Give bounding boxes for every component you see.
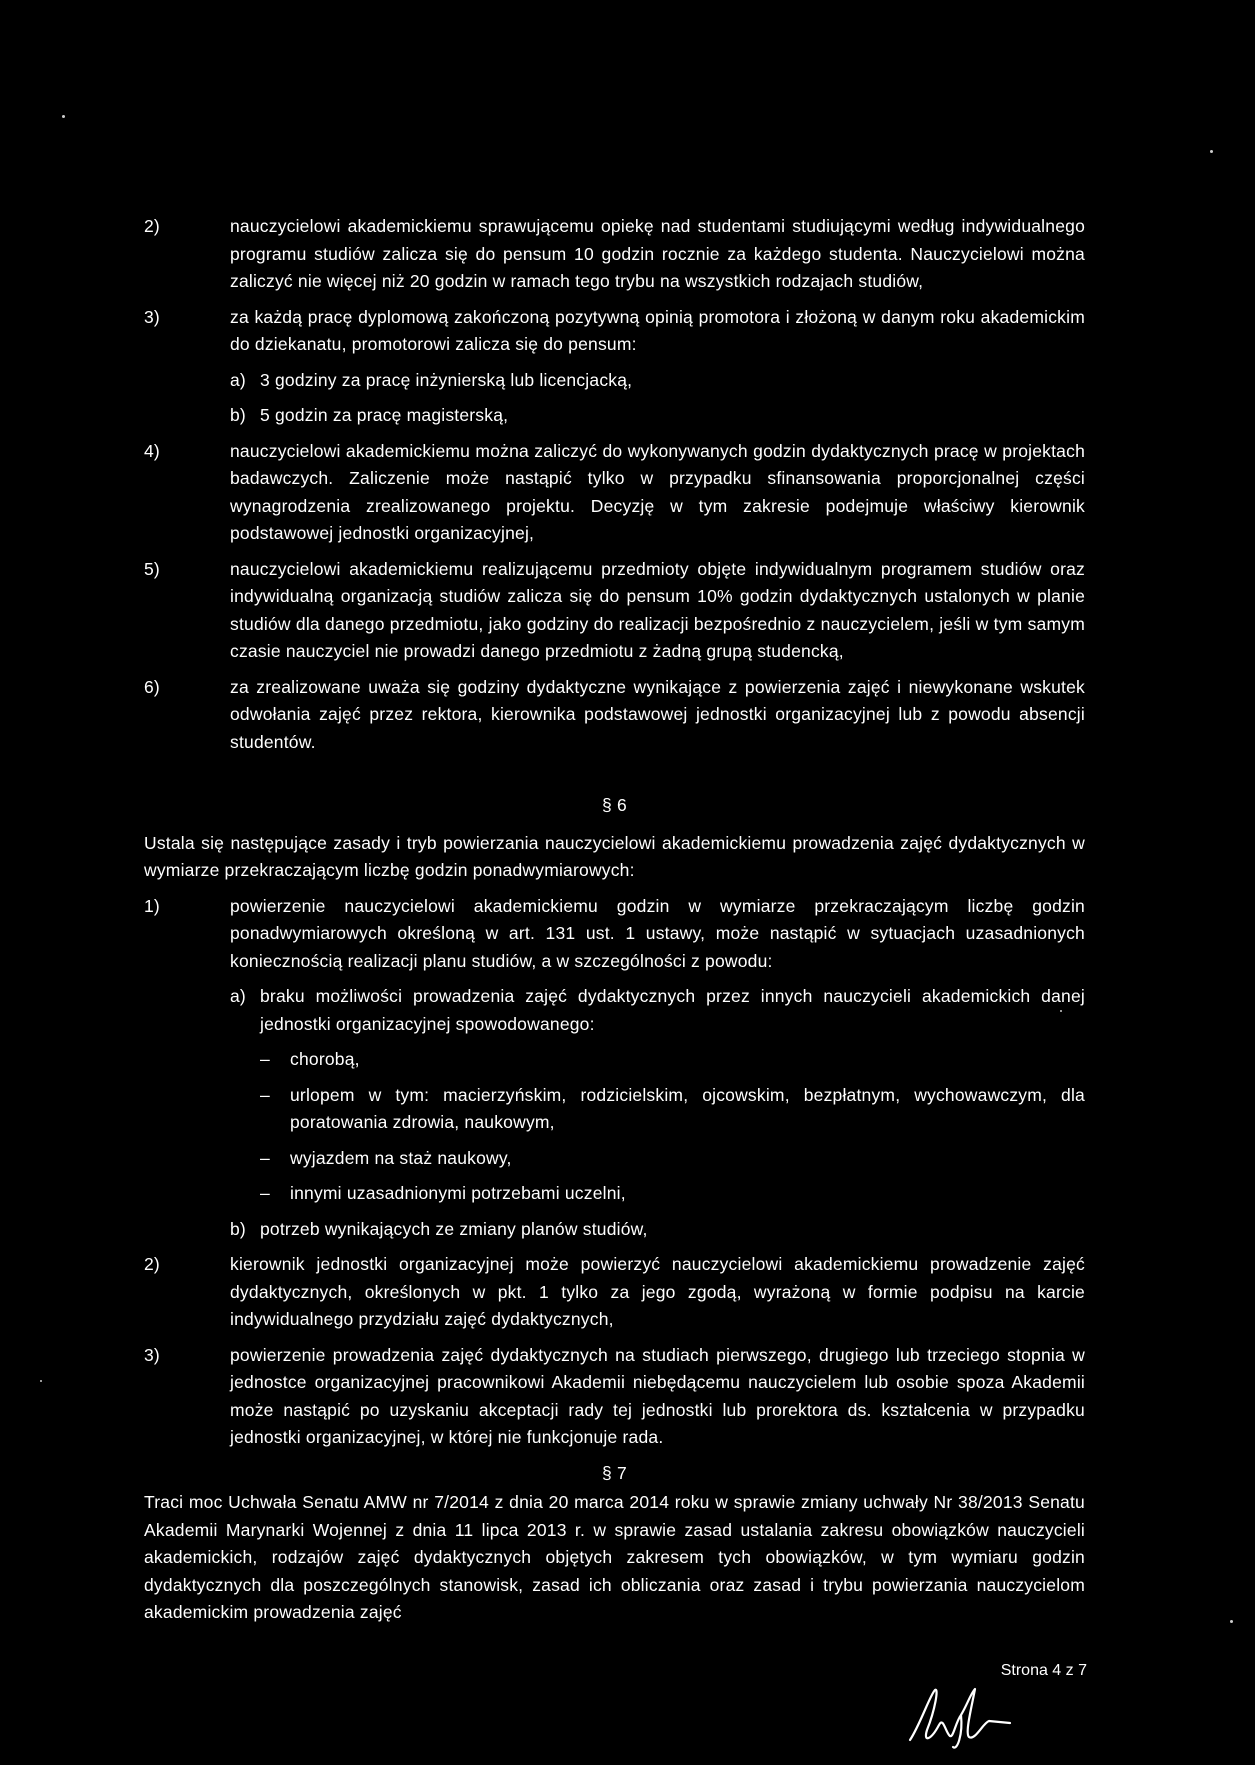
handwritten-signature: [905, 1685, 1015, 1755]
item-text: nauczycielowi akademickiemu sprawującemu opiekę nad studentami studiującymi według indywidualnego programu studiów zalicza się do pensum 10 godzin rocznie za każdego studenta. Nauczycielowi można zaliczyć nie więcej niż 20 godzin w ramach tego trybu na wszystkich rodzajach studiów,: [230, 216, 1085, 291]
list-item: [144, 438, 1085, 548]
dash-mark: –: [260, 1183, 270, 1203]
item-text: za zrealizowane uważa się godziny dydaktyczne wynikające z powierzenia zajęć i niewykonane wskutek odwołania zajęć przez rektora, kierownika podstawowej jednostki organizacyjnej lub z powodu absencji studentów.: [230, 676, 1085, 752]
item-number: 4): [144, 440, 160, 461]
dash-item: [260, 1082, 1085, 1137]
list-item: [144, 674, 1085, 757]
sub-item-letter: a): [230, 986, 246, 1006]
item-text: kierownik jednostki organizacyjnej może powierzyć nauczycielowi akademickiemu prowadzenie zajęć dydaktycznych, określonych w pkt. 1 tylko za jego zgodą, wyrażoną w formie podpisu na karcie indywidualnego przydziału zajęć dydaktycznych,: [230, 1254, 1085, 1329]
dash-item: [260, 1046, 1085, 1074]
dash-mark: –: [260, 1084, 270, 1105]
item-number: 6): [144, 676, 160, 697]
section-intro: Ustala się następujące zasady i tryb powierzania nauczycielowi akademickiemu prowadzenia zajęć dydaktycznych w wymiarze przekraczającym liczbę godzin ponadwymiarowych:: [144, 832, 1085, 880]
dash-text: wyjazdem na staż naukowy,: [290, 1147, 512, 1168]
sub-item-letter: a): [230, 369, 246, 390]
dash-item: [260, 1145, 1085, 1173]
sub-item-text: 3 godziny za pracę inżynierską lub licencjacką,: [260, 369, 633, 390]
section-heading: § 7: [602, 1462, 627, 1483]
list-item: [144, 1342, 1085, 1452]
item-text: powierzenie nauczycielowi akademickiemu godzin w wymiarze przekraczającym liczbę godzin ponadwymiarowych określoną w art. 131 ust. 1 ustawy, może nastąpić w sytuacjach uzasadnionych koniecznością realizacji planu studiów, a w szczególności z powodu:: [230, 895, 1085, 971]
scan-speck: [1230, 1620, 1233, 1623]
scan-speck: [62, 115, 65, 118]
item-text: powierzenie prowadzenia zajęć dydaktycznych na studiach pierwszego, drugiego lub trzeciego stopnia w jednostce organizacyjnej pracownikowi Akademii niebędącemu nauczycielem lub osobie spoza Akademii może nastąpić po uzyskaniu akceptacji rady tej jednostki lub prorektora ds. kształcenia w przypadku jednostki organizacyjnej, w której nie funkcjonuje rada.: [230, 1344, 1085, 1447]
item-number: 5): [144, 558, 160, 579]
page-number: Strona 4 z 7: [1000, 1662, 1087, 1679]
list-item: [144, 1251, 1085, 1334]
list-item: [144, 213, 1085, 296]
scan-speck: [1210, 150, 1213, 153]
item-number: 3): [144, 306, 160, 327]
item-text: nauczycielowi akademickiemu można zaliczyć do wykonywanych godzin dydaktycznych pracę w projektach badawczych. Zaliczenie może nastąpić tylko w przypadku sfinansowania proporcjonalnej części wynagrodzenia zrealizowanego projektu. Decyzję w tym zakresie podejmuje właściwy kierownik podstawowej jednostki organizacyjnej,: [230, 440, 1085, 543]
scan-speck: [1060, 1010, 1062, 1012]
dash-mark: –: [260, 1147, 270, 1168]
item-number: 3): [144, 1344, 160, 1365]
section-paragraph: Traci moc Uchwała Senatu AMW nr 7/2014 z dnia 20 marca 2014 roku w sprawie zmiany uchwały Nr 38/2013 Senatu Akademii Marynarki Wojennej z dnia 11 lipca 2013 r. w sprawie zasad ustalania zakresu obowiązków nauczycieli akademickich, rodzajów zajęć dydaktycznych objętych zakresem tych obowiązków, w tym wymiaru godzin dydaktycznych dla poszczególnych stanowisk, zasad ich obliczania oraz zasad i trybu powierzania nauczycielom akademickim prowadzenia zajęć: [144, 1492, 1085, 1622]
item-text: nauczycielowi akademickiemu realizującemu przedmioty objęte indywidualnym programem studiów oraz indywidualną organizacją studiów zalicza się do pensum 10% godzin dydaktycznych ustalonych w planie studiów dla danego przedmiotu, jako godziny do realizacji bezpośrednio z nauczycielem, jeśli w tym samym czasie nauczyciel nie prowadzi danego przedmiotu z żadną grupą studencką,: [230, 558, 1085, 661]
scan-speck: [40, 1380, 42, 1382]
sub-item: [230, 367, 1085, 395]
sub-item-letter: b): [230, 405, 246, 425]
dash-text: urlopem w tym: macierzyńskim, rodzicielskim, ojcowskim, bezpłatnym, wychowawczym, dla poratowania zdrowia, naukowym,: [290, 1084, 1085, 1132]
item-text: za każdą pracę dyplomową zakończoną pozytywną opinią promotora i złożoną w danym roku akademickim do dziekanatu, promotorowi zalicza się do pensum:: [230, 306, 1085, 354]
document-body: [144, 213, 1085, 1635]
list-item: [144, 893, 1085, 1244]
list-item: [144, 556, 1085, 666]
sub-item: [230, 402, 1085, 430]
item-number: 2): [144, 216, 160, 236]
section-heading: § 6: [602, 795, 627, 815]
sub-item: [230, 983, 1085, 1038]
dash-text: innymi uzasadnionymi potrzebami uczelni,: [290, 1183, 626, 1203]
list-item: [144, 304, 1085, 430]
sub-item-text: potrzeb wynikających ze zmiany planów studiów,: [260, 1218, 648, 1239]
item-number: 1): [144, 895, 160, 916]
sub-item: [230, 1216, 1085, 1244]
dash-text: chorobą,: [290, 1049, 360, 1069]
sub-item-letter: b): [230, 1218, 246, 1239]
sub-item-text: 5 godzin za pracę magisterską,: [260, 405, 509, 425]
item-number: 2): [144, 1254, 160, 1274]
sub-item-text: braku możliwości prowadzenia zajęć dydaktycznych przez innych nauczycieli akademickich danej jednostki organizacyjnej spowodowanego:: [260, 986, 1085, 1034]
dash-mark: –: [260, 1049, 270, 1069]
dash-item: [260, 1180, 1085, 1208]
